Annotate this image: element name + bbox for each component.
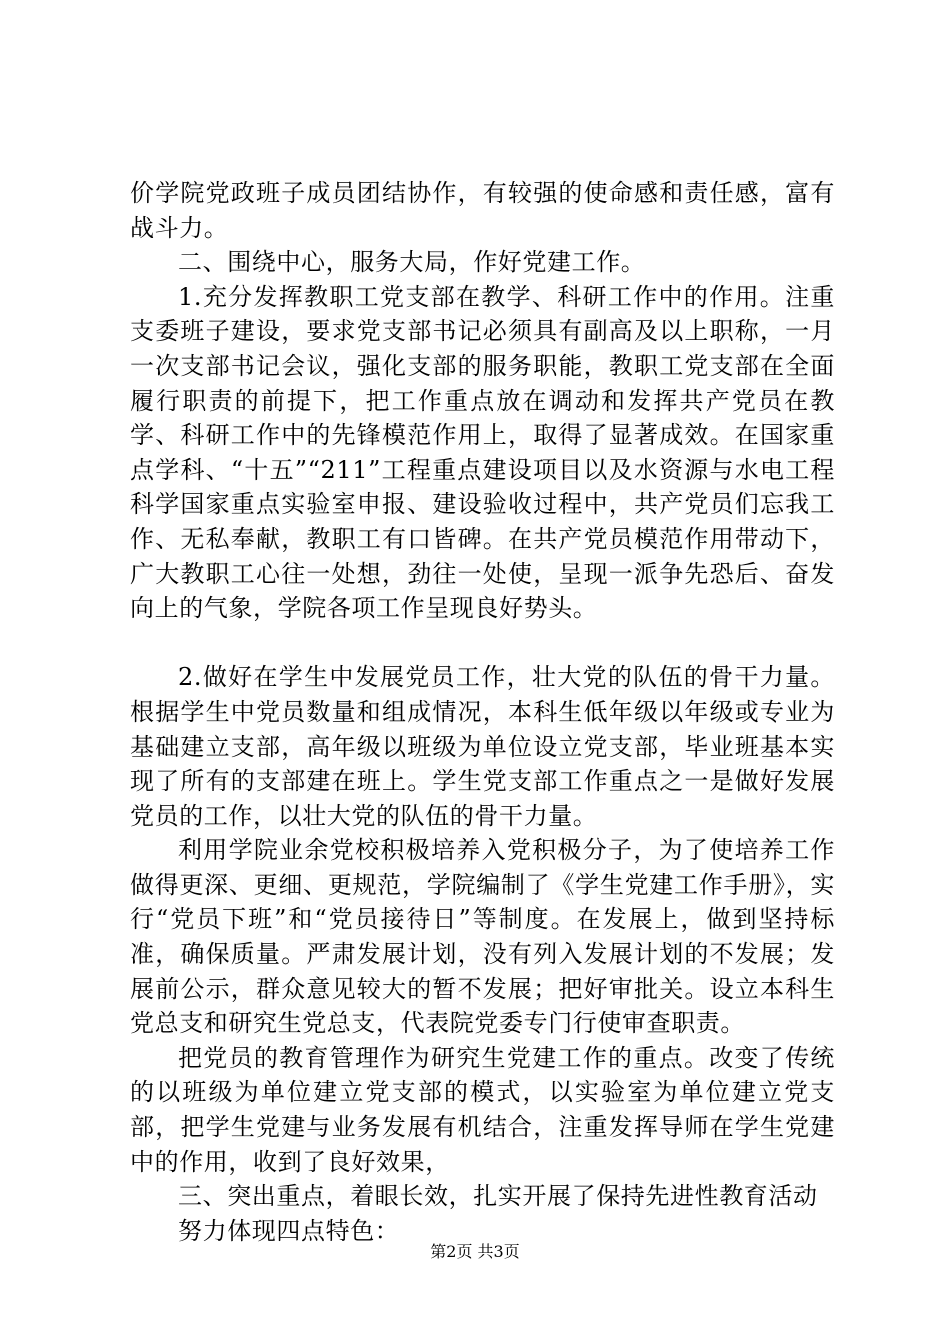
- paragraph-item-1: 1.充分发挥教职工党支部在教学、科研工作中的作用。注重支委班子建设，要求党支部书记必须具有副高及以上职称，一月一次支部书记会议，强化支部的服务职能，教职工党支部在全面履行职责的前提下，把工作重点放在调动和发挥共产党员在教学、科研工作中的先锋模范作用上，取得了显著成效。在国家重点学科、“十五”“211”工程重点建设项目以及水资源与水电工程科学国家重点实验室申报、建设验收过程中，共产党员们忘我工作、无私奉献，教职工有口皆碑。在共产党员模范作用带动下，广大教职工心往一处想，劲往一处使，呈现一派争先恐后、奋发向上的气象，学院各项工作呈现良好势头。: [130, 282, 835, 623]
- paragraph-party-school: 利用学院业余党校积极培养入党积极分子，为了使培养工作做得更深、更细、更规范，学院编制了《学生党建工作手册》，实行“党员下班”和“党员接待日”等制度。在发展上，做到坚持标准，确保质量。严肃发展计划，没有列入发展计划的不发展；发展前公示，群众意见较大的暂不发展；把好审批关。设立本科生党总支和研究生党总支，代表院党委专门行使审查职责。: [130, 836, 835, 1038]
- paragraph-features-intro: 努力体现四点特色：: [178, 1216, 400, 1245]
- document-body: [130, 176, 835, 1248]
- page-footer: 第2页 共3页: [430, 1242, 520, 1261]
- section-heading-3: 三、突出重点，着眼长效，扎实开展了保持先进性教育活动: [178, 1182, 818, 1211]
- paragraph-continuation: 价学院党政班子成员团结协作，有较强的使命感和责任感，富有战斗力。: [130, 179, 835, 242]
- paragraph-item-2: 2.做好在学生中发展党员工作，壮大党的队伍的骨干力量。根据学生中党员数量和组成情况，本科生低年级以年级或专业为基础建立支部，高年级以班级为单位设立党支部，毕业班基本实现了所有的支部建在班上。学生党支部工作重点之一是做好发展党员的工作，以壮大党的队伍的骨干力量。: [130, 663, 835, 830]
- blank-line: [130, 626, 835, 661]
- section-heading-2: 二、围绕中心，服务大局，作好党建工作。: [178, 248, 646, 277]
- paragraph-graduate-party: 把党员的教育管理作为研究生党建工作的重点。改变了传统的以班级为单位建立党支部的模式，以实验室为单位建立党支部，把学生党建与业务发展有机结合，注重发挥导师在学生党建中的作用，收到了良好效果，: [130, 1043, 835, 1176]
